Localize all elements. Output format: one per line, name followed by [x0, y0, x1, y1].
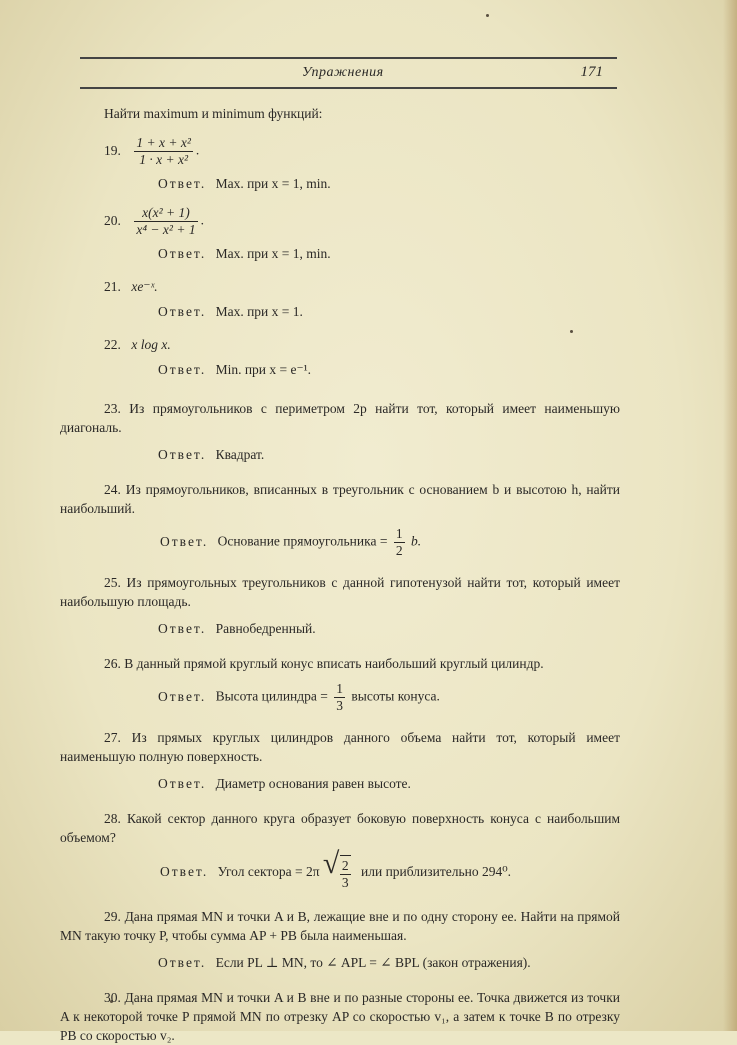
answer-text-tail: или приблизительно 294⁰.: [361, 864, 511, 880]
fraction-denominator: 2: [395, 543, 403, 558]
radical-sign: √: [322, 847, 340, 880]
fraction: [134, 135, 193, 168]
answer-20: [158, 244, 620, 263]
running-title: Упражнения: [302, 65, 384, 80]
punctuation: .: [195, 142, 200, 158]
answer-text-tail: b.: [410, 533, 422, 549]
answer-label: Ответ.: [158, 246, 207, 261]
answer-text: Основание прямоугольника =: [217, 533, 388, 549]
header-rule-bottom: [80, 87, 617, 89]
fraction-numerator: 1 + x + x²: [136, 135, 191, 150]
answer-19: [158, 174, 620, 193]
answer-label: Ответ.: [158, 776, 207, 791]
answer-label: Ответ.: [160, 533, 209, 549]
answer-text: Высота цилиндра =: [215, 688, 328, 704]
fraction-numerator: x(x² + 1): [134, 205, 197, 222]
answer-label: Ответ.: [158, 955, 207, 970]
answer-24: [160, 526, 620, 559]
fraction-denominator: 3: [341, 875, 349, 890]
fraction-denominator: 1 · x + x²: [139, 152, 189, 167]
answer-text: Если PL ⊥ MN, то ∠ APL = ∠ BPL (закон отражения).: [215, 955, 531, 970]
answer-text: Min. при x = e⁻¹.: [215, 362, 312, 377]
answer-text: Max. при x = 1, min.: [215, 176, 331, 191]
problem-19: [104, 135, 620, 168]
page-edge-shadow: [723, 0, 737, 1031]
page-number: 171: [580, 64, 603, 80]
header-rule-top: [80, 57, 617, 59]
problem-29: 29. Дана прямая MN и точки A и B, лежащие вне и по одну сторону ее. Найти на прямой MN такую точку P, чтобы сумма AP + PB была наименьшая.: [60, 909, 620, 943]
problem-27: 27. Из прямых круглых цилиндров данного объема найти тот, который имеет наименьшую полную поверхность.: [60, 730, 620, 764]
answer-text: Угол сектора = 2π: [217, 864, 320, 880]
answer-text: Max. при x = 1, min.: [215, 246, 331, 261]
answer-text: Квадрат.: [215, 447, 265, 462]
answer-26: [158, 681, 620, 714]
answer-label: Ответ.: [158, 304, 207, 319]
problem-28: 28. Какой сектор данного круга образует боковую поверхность конуса с наибольшим объемом?: [60, 811, 620, 845]
running-header: [80, 57, 617, 95]
problem-number: 21.: [104, 279, 121, 294]
answer-label: Ответ.: [158, 176, 207, 191]
fraction-numerator: 1: [395, 526, 403, 541]
problem-number: 19.: [104, 142, 121, 158]
answer-label: Ответ.: [158, 362, 207, 377]
problem-25: 25. Из прямоугольных треугольников с данной гипотенузой найти тот, который имеет наибольшую площадь.: [60, 575, 620, 609]
problem-26: 26. В данный прямой круглый конус вписать наибольший круглый цилиндр.: [104, 656, 544, 671]
answer-text-tail: высоты конуса.: [351, 688, 440, 704]
answer-label: Ответ.: [160, 864, 209, 880]
answer-label: Ответ.: [158, 688, 207, 704]
answer-28: [160, 847, 620, 891]
problem-24: 24. Из прямоугольников, вписанных в треугольник с основанием b и высотою h, найти наибольший.: [60, 482, 620, 516]
answer-label: Ответ.: [158, 447, 207, 462]
answer-29: [158, 953, 620, 972]
answer-27: [158, 774, 620, 793]
expression: xe⁻ˣ.: [131, 279, 158, 294]
problem-number: 20.: [104, 212, 121, 228]
fraction-numerator: 1: [336, 681, 344, 696]
page-content: [60, 100, 620, 1045]
square-root: [322, 847, 354, 891]
problem-20: [104, 205, 620, 238]
answer-label: Ответ.: [158, 621, 207, 636]
problem-23: 23. Из прямоугольников с периметром 2p найти тот, который имеет наименьшую диагональ.: [60, 401, 620, 435]
fraction: [394, 526, 405, 559]
answer-25: [158, 619, 620, 638]
answer-text: Равнобедренный.: [215, 621, 316, 636]
answer-21: [158, 302, 620, 321]
answer-22: [158, 360, 620, 379]
problem-30: 30. Дана прямая MN и точки A и B вне и по разные стороны ее. Точка движется из точки A к некоторой точке P прямой MN по отрезку AP со скоростью v₁, а затем к точке B по отрезку PB со скоростью v₂.: [60, 990, 620, 1043]
expression: x log x.: [131, 337, 171, 352]
fraction: [334, 681, 345, 714]
fraction: [134, 205, 197, 238]
problem-22: [104, 335, 620, 354]
answer-23: [158, 445, 620, 464]
problem-21: [104, 277, 620, 296]
fraction-numerator: 2: [341, 858, 349, 873]
fraction-denominator: x⁴ − x² + 1: [136, 222, 196, 237]
intro-text: Найти maximum и minimum функций:: [104, 106, 323, 121]
answer-text: Диаметр основания равен высоте.: [215, 776, 411, 791]
punctuation: .: [200, 212, 204, 228]
fraction: [340, 855, 351, 891]
ink-speck: [486, 14, 489, 17]
problem-number: 22.: [104, 337, 121, 352]
fraction-denominator: 3: [336, 698, 344, 713]
answer-text: Max. при x = 1.: [215, 304, 303, 319]
